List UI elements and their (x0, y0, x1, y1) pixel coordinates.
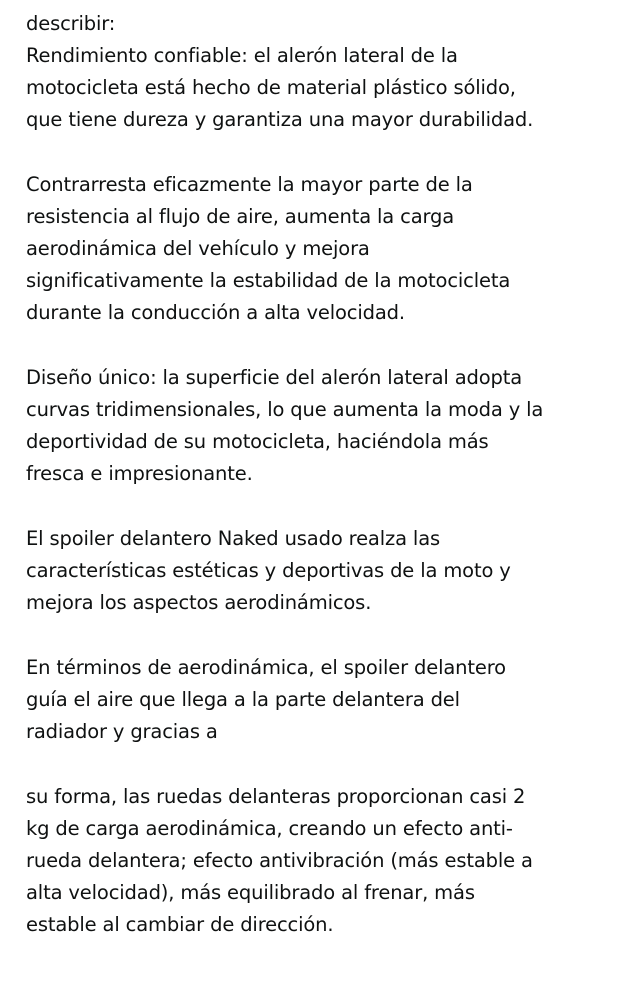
paragraph-spacer (26, 490, 630, 523)
text-line: significativamente la estabilidad de la motocicleta (26, 269, 511, 292)
text-line: características estéticas y deportivas de la moto y (26, 559, 511, 582)
paragraph-downforce (26, 781, 630, 941)
text-line: fresca e impresionante. (26, 462, 253, 485)
text-line: guía el aire que llega a la parte delantera del (26, 688, 460, 711)
paragraph-naked-spoiler (26, 523, 630, 619)
text-line: rueda delantera; efecto antivibración (más estable a (26, 849, 533, 872)
text-line: alta velocidad), más equilibrado al frenar, más (26, 881, 475, 904)
paragraph-spacer (26, 329, 630, 362)
text-line: durante la conducción a alta velocidad. (26, 301, 405, 324)
text-line: Diseño único: la superficie del alerón lateral adopta (26, 366, 523, 389)
paragraph-aerodynamics (26, 652, 630, 748)
text-line: Contrarresta eficazmente la mayor parte de la (26, 173, 473, 196)
text-line: describir: (26, 12, 116, 35)
text-line: su forma, las ruedas delanteras proporcionan casi 2 (26, 785, 526, 808)
text-line: estable al cambiar de dirección. (26, 913, 334, 936)
text-line: motocicleta está hecho de material plástico sólido, (26, 76, 516, 99)
paragraph-spacer (26, 136, 630, 169)
paragraph-air-resistance (26, 169, 630, 329)
text-line: kg de carga aerodinámica, creando un efecto anti- (26, 817, 513, 840)
text-line: El spoiler delantero Naked usado realza las (26, 527, 441, 550)
text-line: radiador y gracias a (26, 720, 218, 743)
paragraph-reliable-performance (26, 8, 630, 136)
text-line: En términos de aerodinámica, el spoiler delantero (26, 656, 506, 679)
text-line: Rendimiento confiable: el alerón lateral de la (26, 44, 458, 67)
paragraph-unique-design (26, 362, 630, 490)
paragraph-spacer (26, 619, 630, 652)
text-line: resistencia al flujo de aire, aumenta la carga (26, 205, 455, 228)
paragraph-spacer (26, 748, 630, 781)
text-line: aerodinámica del vehículo y mejora (26, 237, 370, 260)
text-line: que tiene dureza y garantiza una mayor durabilidad. (26, 108, 534, 131)
text-line: curvas tridimensionales, lo que aumenta la moda y la (26, 398, 544, 421)
text-line: deportividad de su motocicleta, haciéndola más (26, 430, 489, 453)
text-line: mejora los aspectos aerodinámicos. (26, 591, 372, 614)
